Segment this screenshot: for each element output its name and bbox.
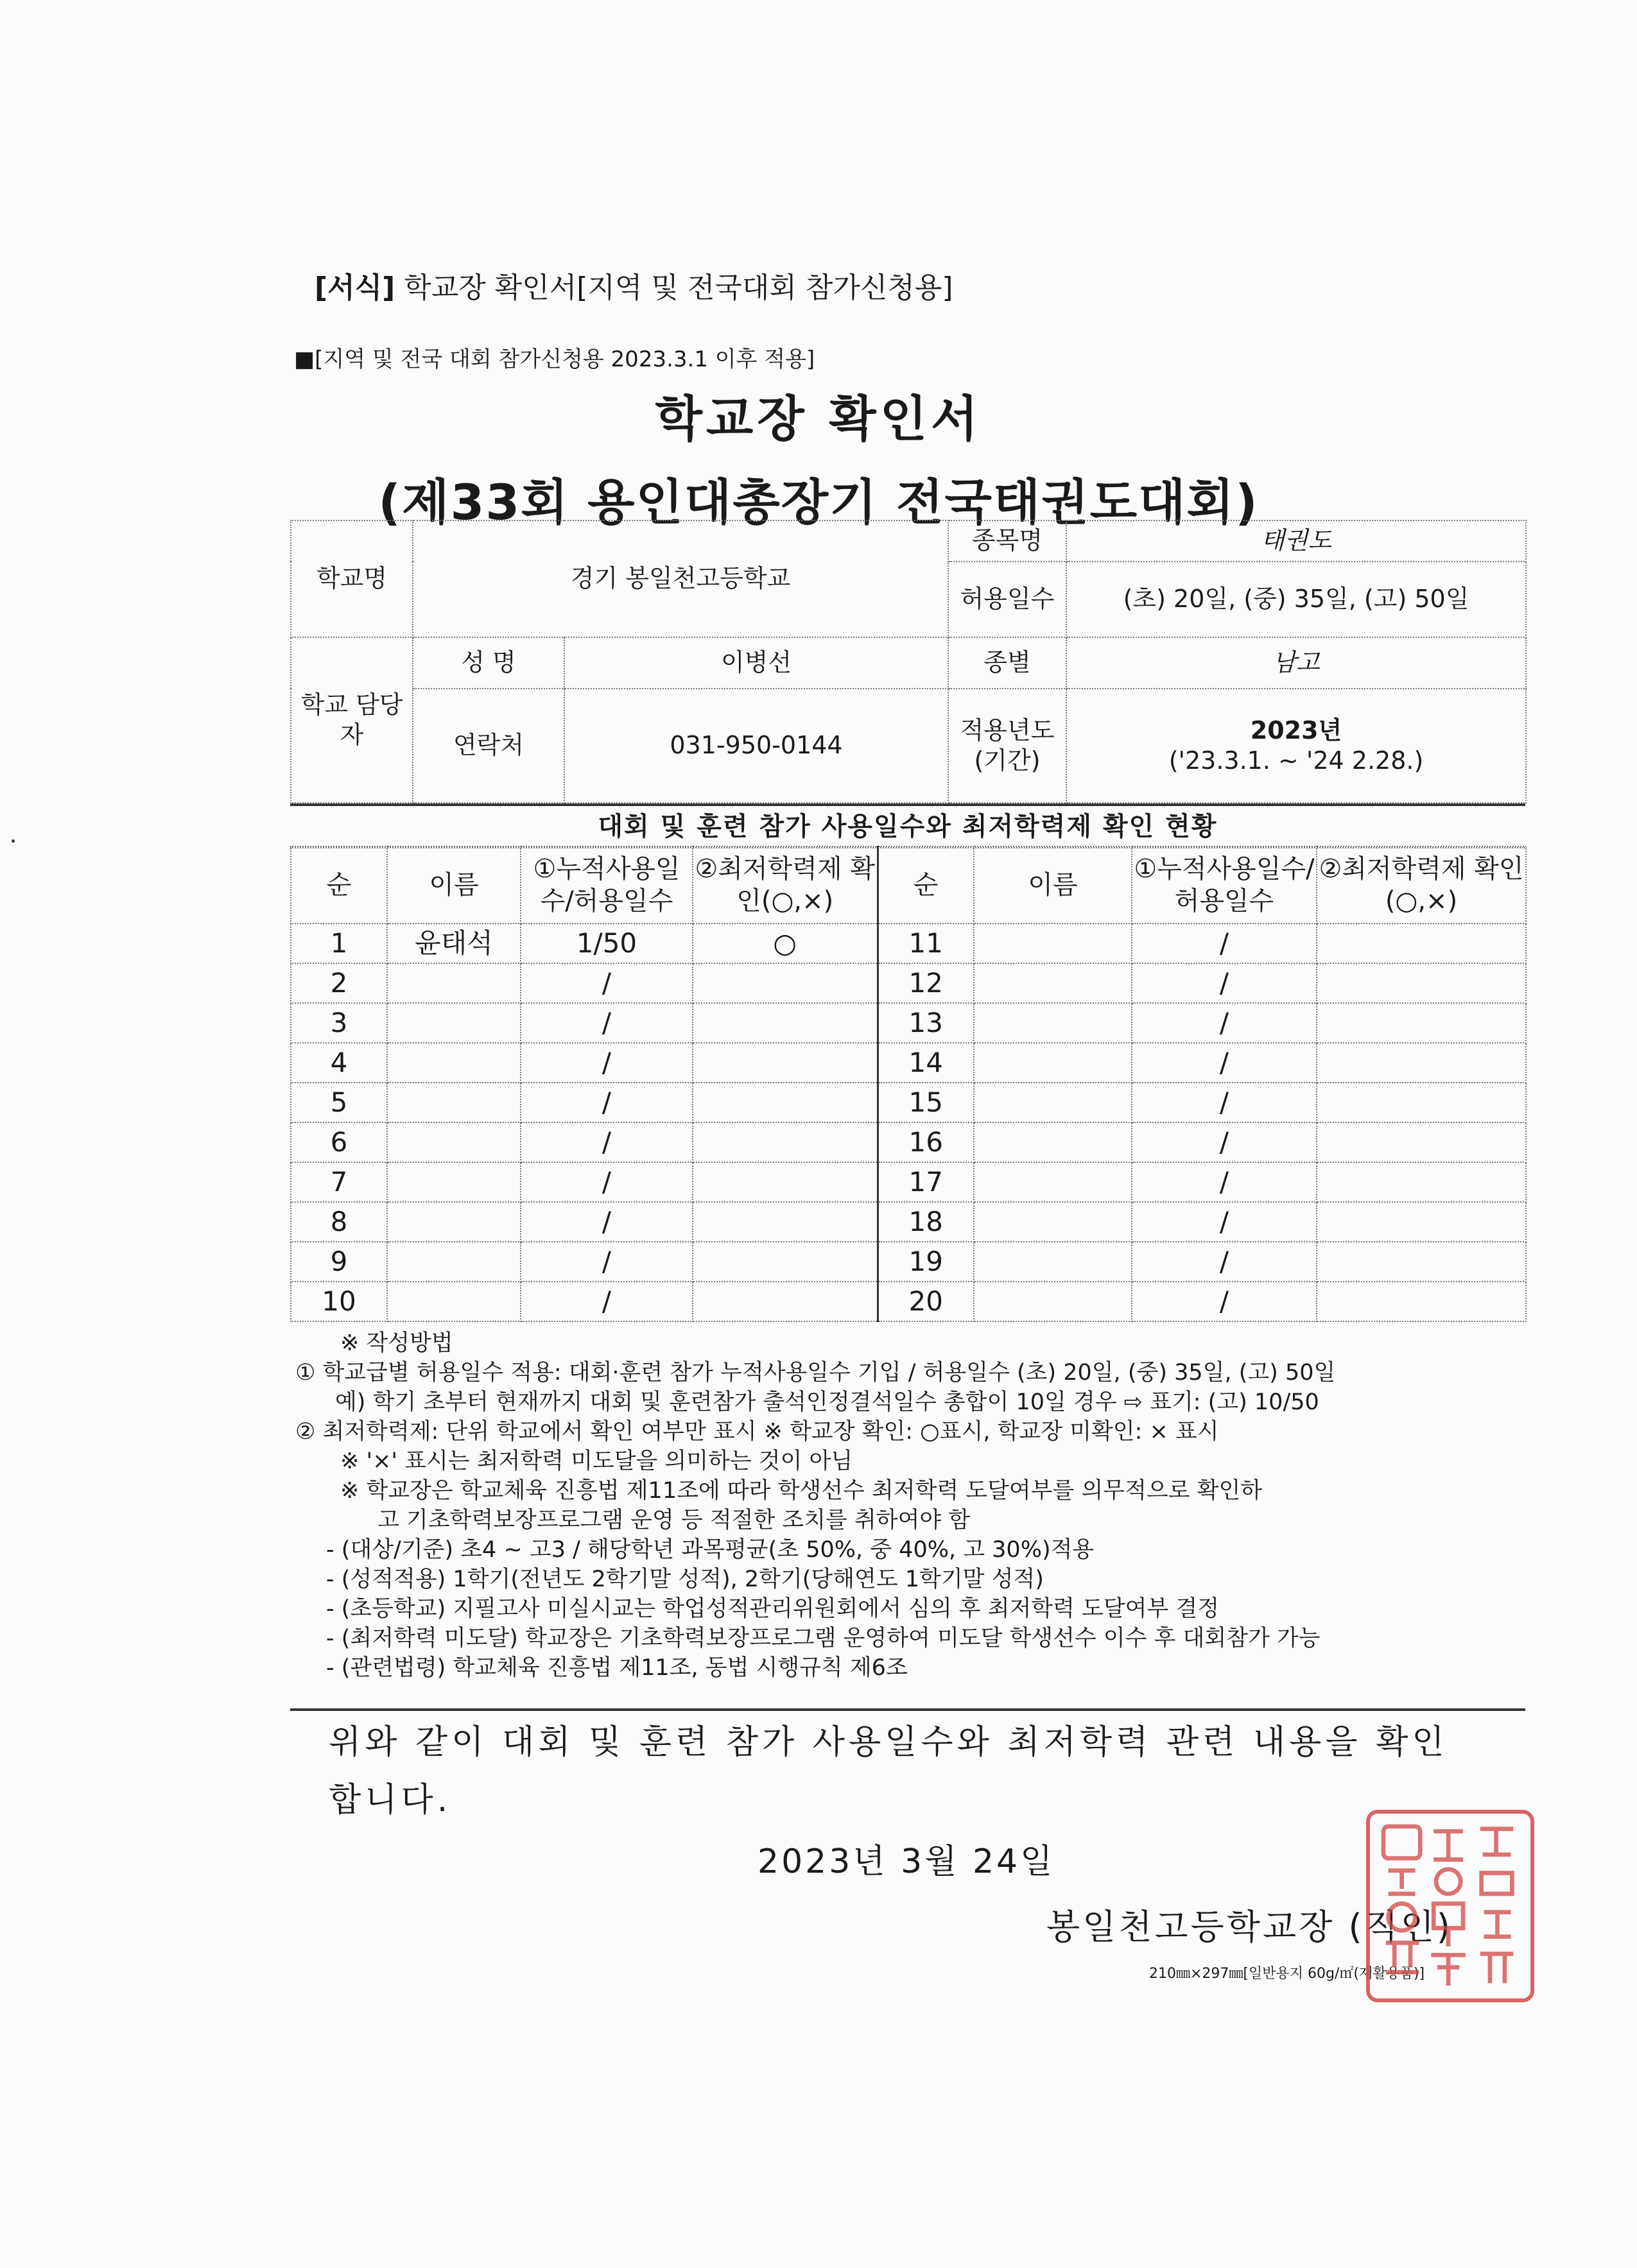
note-2b: ※ 학교장은 학교체육 진흥법 제11조에 따라 학생선수 최저학력 도달여부를 의무적으로 확인하 <box>340 1478 1263 1504</box>
page-subtitle: (제33회 용인대총장기 전국태권도대회) <box>378 474 1259 531</box>
row-days: / <box>521 1043 693 1083</box>
note-2: ② 최저학력제: 단위 학교에서 확인 여부만 표시 ※ 학교장 확인: ○표시, 학교장 미확인: × 표시 <box>295 1419 1219 1445</box>
table-row <box>291 1003 1526 1043</box>
detail-2: - (성적적용) 1학기(전년도 2학기말 성적), 2학기(당해연도 1학기말 성적) <box>326 1567 1044 1592</box>
notes-heading: ※ 작성방법 <box>340 1330 453 1356</box>
row-name <box>387 1083 521 1122</box>
row-name <box>387 1162 521 1202</box>
row-days: / <box>521 1003 693 1043</box>
note-2b-cont: 고 기초학력보장프로그램 운영 등 적절한 조치를 취하여야 함 <box>377 1508 971 1533</box>
name-value: 이병선 <box>564 637 948 689</box>
type-value: 남고 <box>1066 637 1526 689</box>
row-no: 7 <box>291 1162 387 1202</box>
row-name: 윤태석 <box>387 924 521 963</box>
note-2a: ※ '×' 표시는 최저학력 미도달을 의미하는 것이 아님 <box>340 1448 853 1474</box>
row-days: / <box>1132 924 1317 963</box>
seal-graphic <box>1370 1814 1530 1998</box>
page-title: 학교장 확인서 <box>655 390 982 447</box>
paper-spec: 210㎜×297㎜[일반용지 60g/㎡(재활용품)] <box>1149 1966 1425 1982</box>
table-row <box>291 1242 1526 1282</box>
row-name <box>974 1202 1132 1242</box>
row-days: / <box>521 1282 693 1321</box>
row-confirm <box>1317 924 1526 963</box>
col-name: 이름 <box>974 846 1132 924</box>
row-confirm <box>693 1202 878 1242</box>
row-confirm <box>693 1122 878 1162</box>
row-confirm <box>693 963 878 1003</box>
year-cell <box>1066 689 1526 803</box>
row-days: / <box>1132 1162 1317 1202</box>
row-name <box>974 1162 1132 1202</box>
row-days: / <box>521 963 693 1003</box>
row-name <box>974 1122 1132 1162</box>
col-no: 순 <box>291 846 387 924</box>
contact-label: 연락처 <box>413 689 564 803</box>
confirmation-text <box>329 1714 1448 1829</box>
name-label: 성 명 <box>413 637 564 689</box>
row-no: 2 <box>291 963 387 1003</box>
table-row <box>291 1122 1526 1162</box>
row-confirm <box>1317 1003 1526 1043</box>
confirmation-line-2: 합니다. <box>329 1781 452 1819</box>
official-seal <box>1366 1810 1534 2002</box>
event-value: 태권도 <box>1066 520 1526 562</box>
principal-signature: 봉일천고등학교장 (직인) <box>1046 1907 1453 1947</box>
row-no: 17 <box>878 1162 974 1202</box>
row-name <box>387 1282 521 1321</box>
row-confirm <box>693 1043 878 1083</box>
row-confirm <box>1317 1083 1526 1122</box>
row-no: 13 <box>878 1003 974 1043</box>
row-confirm <box>1317 1242 1526 1282</box>
row-name <box>974 963 1132 1003</box>
row-days: / <box>1132 1202 1317 1242</box>
table-row <box>291 1282 1526 1321</box>
row-confirm <box>693 1083 878 1122</box>
row-confirm <box>1317 1202 1526 1242</box>
detail-3: - (초등학교) 지필고사 미실시교는 학업성적관리위원회에서 심의 후 최저학력 도달여부 결정 <box>326 1596 1220 1622</box>
row-name <box>974 1003 1132 1043</box>
note-1-example: 예) 학기 초부터 현재까지 대회 및 훈련참가 출석인정결석일수 총합이 10일 경우 ⇨ 표기: (고) 10/50 <box>335 1389 1319 1415</box>
table-row <box>291 1043 1526 1083</box>
row-days: / <box>1132 1282 1317 1321</box>
row-no: 19 <box>878 1242 974 1282</box>
row-days: / <box>1132 1122 1317 1162</box>
row-name <box>387 963 521 1003</box>
col-days: ①누적사용일수/허용일수 <box>521 846 693 924</box>
row-name <box>974 1043 1132 1083</box>
row-days: / <box>521 1122 693 1162</box>
row-confirm <box>1317 1043 1526 1083</box>
row-no: 16 <box>878 1122 974 1162</box>
row-no: 10 <box>291 1282 387 1321</box>
type-label: 종별 <box>948 637 1066 689</box>
form-label <box>315 264 953 305</box>
school-name: 경기 봉일천고등학교 <box>413 520 948 637</box>
row-name <box>387 1202 521 1242</box>
manager-label: 학교 담당자 <box>291 637 413 803</box>
row-confirm <box>693 1003 878 1043</box>
row-name <box>387 1242 521 1282</box>
row-name <box>974 1242 1132 1282</box>
form-label-text: 학교장 확인서[지역 및 전국대회 참가신청용] <box>395 271 953 304</box>
detail-4: - (최저학력 미도달) 학교장은 기초학력보장프로그램 운영하여 미도달 학생선수 이수 후 대회참가 가능 <box>326 1626 1321 1651</box>
row-no: 18 <box>878 1202 974 1242</box>
row-days: / <box>1132 1043 1317 1083</box>
table-row <box>291 1083 1526 1122</box>
row-name <box>974 1083 1132 1122</box>
row-confirm <box>693 1282 878 1321</box>
table-row <box>291 924 1526 963</box>
row-no: 4 <box>291 1043 387 1083</box>
row-no: 1 <box>291 924 387 963</box>
row-no: 6 <box>291 1122 387 1162</box>
row-confirm: ○ <box>693 924 878 963</box>
apply-note: ■[지역 및 전국 대회 참가신청용 2023.3.1 이후 적용] <box>294 347 815 372</box>
col-name: 이름 <box>387 846 521 924</box>
row-no: 8 <box>291 1202 387 1242</box>
year-label: 적용년도 (기간) <box>948 689 1066 803</box>
table-row <box>291 1202 1526 1242</box>
event-label: 종목명 <box>948 520 1066 562</box>
row-name <box>974 924 1132 963</box>
col-days: ①누적사용일수/허용일수 <box>1132 846 1317 924</box>
row-days: / <box>521 1083 693 1122</box>
row-days: / <box>1132 1003 1317 1043</box>
instructions <box>295 1328 1335 1683</box>
row-no: 12 <box>878 963 974 1003</box>
row-no: 3 <box>291 1003 387 1043</box>
col-confirm: ②최저학력제 확인(○,×) <box>693 846 878 924</box>
form-prefix: [서식] <box>315 271 395 304</box>
period-value: ('23.3.1. ~ '24 2.28.) <box>1168 746 1424 775</box>
row-confirm <box>693 1242 878 1282</box>
row-confirm <box>693 1162 878 1202</box>
divider <box>290 1708 1525 1711</box>
row-name <box>387 1043 521 1083</box>
year-value: 2023년 <box>1250 716 1342 744</box>
status-table <box>290 846 1527 1322</box>
school-label: 학교명 <box>291 520 413 637</box>
row-name <box>387 1122 521 1162</box>
row-name <box>974 1282 1132 1321</box>
row-days: 1/50 <box>521 924 693 963</box>
row-days: / <box>521 1242 693 1282</box>
issue-date: 2023년 3월 24일 <box>758 1843 1055 1881</box>
row-no: 9 <box>291 1242 387 1282</box>
row-days: / <box>1132 1242 1317 1282</box>
contact-value: 031-950-0144 <box>564 689 948 803</box>
allowed-days-label: 허용일수 <box>948 562 1066 637</box>
row-confirm <box>1317 1122 1526 1162</box>
status-heading: 대회 및 훈련 참가 사용일수와 최저학력제 확인 현황 <box>290 803 1525 848</box>
row-no: 20 <box>878 1282 974 1321</box>
row-no: 11 <box>878 924 974 963</box>
detail-1: - (대상/기준) 초4 ~ 고3 / 해당학년 과목평균(초 50%, 중 40%, 고 30%)적용 <box>326 1537 1095 1563</box>
row-name <box>387 1003 521 1043</box>
school-info-table <box>290 520 1527 803</box>
table-row <box>291 1162 1526 1202</box>
note-1: ① 학교급별 허용일수 적용: 대회·훈련 참가 누적사용일수 기입 / 허용일수 (초) 20일, (중) 35일, (고) 50일 <box>295 1360 1336 1386</box>
row-no: 15 <box>878 1083 974 1122</box>
row-no: 14 <box>878 1043 974 1083</box>
allowed-days-value: (초) 20일, (중) 35일, (고) 50일 <box>1066 562 1526 637</box>
confirmation-line-1: 위와 같이 대회 및 훈련 참가 사용일수와 최저학력 관련 내용을 확인 <box>329 1723 1448 1762</box>
row-confirm <box>1317 963 1526 1003</box>
table-row <box>291 963 1526 1003</box>
row-no: 5 <box>291 1083 387 1122</box>
col-confirm: ②최저학력제 확인(○,×) <box>1317 846 1526 924</box>
scan-speck <box>12 839 15 843</box>
row-days: / <box>1132 963 1317 1003</box>
row-confirm <box>1317 1162 1526 1202</box>
col-no: 순 <box>878 846 974 924</box>
row-confirm <box>1317 1282 1526 1321</box>
row-days: / <box>521 1162 693 1202</box>
row-days: / <box>521 1202 693 1242</box>
row-days: / <box>1132 1083 1317 1122</box>
detail-5: - (관련법령) 학교체육 진흥법 제11조, 동법 시행규칙 제6조 <box>326 1655 908 1681</box>
